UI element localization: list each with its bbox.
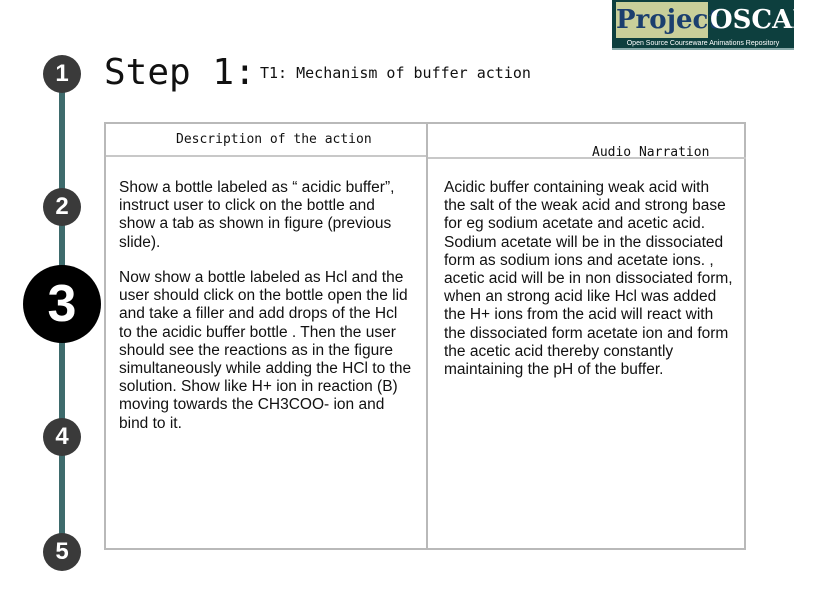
- step-4-marker[interactable]: 4: [43, 418, 81, 456]
- step-2-marker[interactable]: 2: [43, 188, 81, 226]
- column-divider: [426, 124, 428, 548]
- logo-word-project: Project: [616, 2, 708, 38]
- description-paragraph-1: Show a bottle labeled as “ acidic buffer”, instruct user to click on the bottle and show a tab as shown in figure (previous slide).: [119, 179, 395, 251]
- storyboard-table: [104, 122, 746, 550]
- audio-narration-text: Acidic buffer containing weak acid with the salt of the weak acid and strong base for eg sodium acetate and acetic acid. Sodium acetate will be in the dissociated form as sodium ions and acetate ions. , acetic acid will be in non dissociated form, when an strong acid like Hcl was added the H+ ions from the acid will react with the dissociated form acetate ion and form the acetic acid thereby constantly maintaining the pH of the buffer.: [444, 179, 733, 379]
- step-3-marker[interactable]: 3: [23, 265, 101, 343]
- logo-tagline: Open Source Courseware Animations Repository: [626, 40, 780, 47]
- audio-column-header: Audio Narration: [592, 145, 710, 160]
- logo-word-oscar: OSCAR: [710, 5, 814, 35]
- description-paragraph-2: Now show a bottle labeled as Hcl and the user should click on the bottle open the lid and take a filler and add drops of the Hcl to the acidic buffer bottle . Then the user should see the reactions as in the figure simultaneously while adding the HCl to the solution. Show like H+ ion in reaction (B) moving towards the CH3COO- ion and bind to it.: [119, 269, 412, 432]
- step-1-marker[interactable]: 1: [43, 55, 81, 93]
- step-title: Step 1:: [104, 52, 256, 93]
- step-5-marker[interactable]: 5: [43, 533, 81, 571]
- project-oscar-logo: [612, 0, 814, 50]
- header-rule-left: [106, 155, 426, 157]
- slide-topic: T1: Mechanism of buffer action: [260, 64, 531, 82]
- description-column-header: Description of the action: [176, 132, 372, 147]
